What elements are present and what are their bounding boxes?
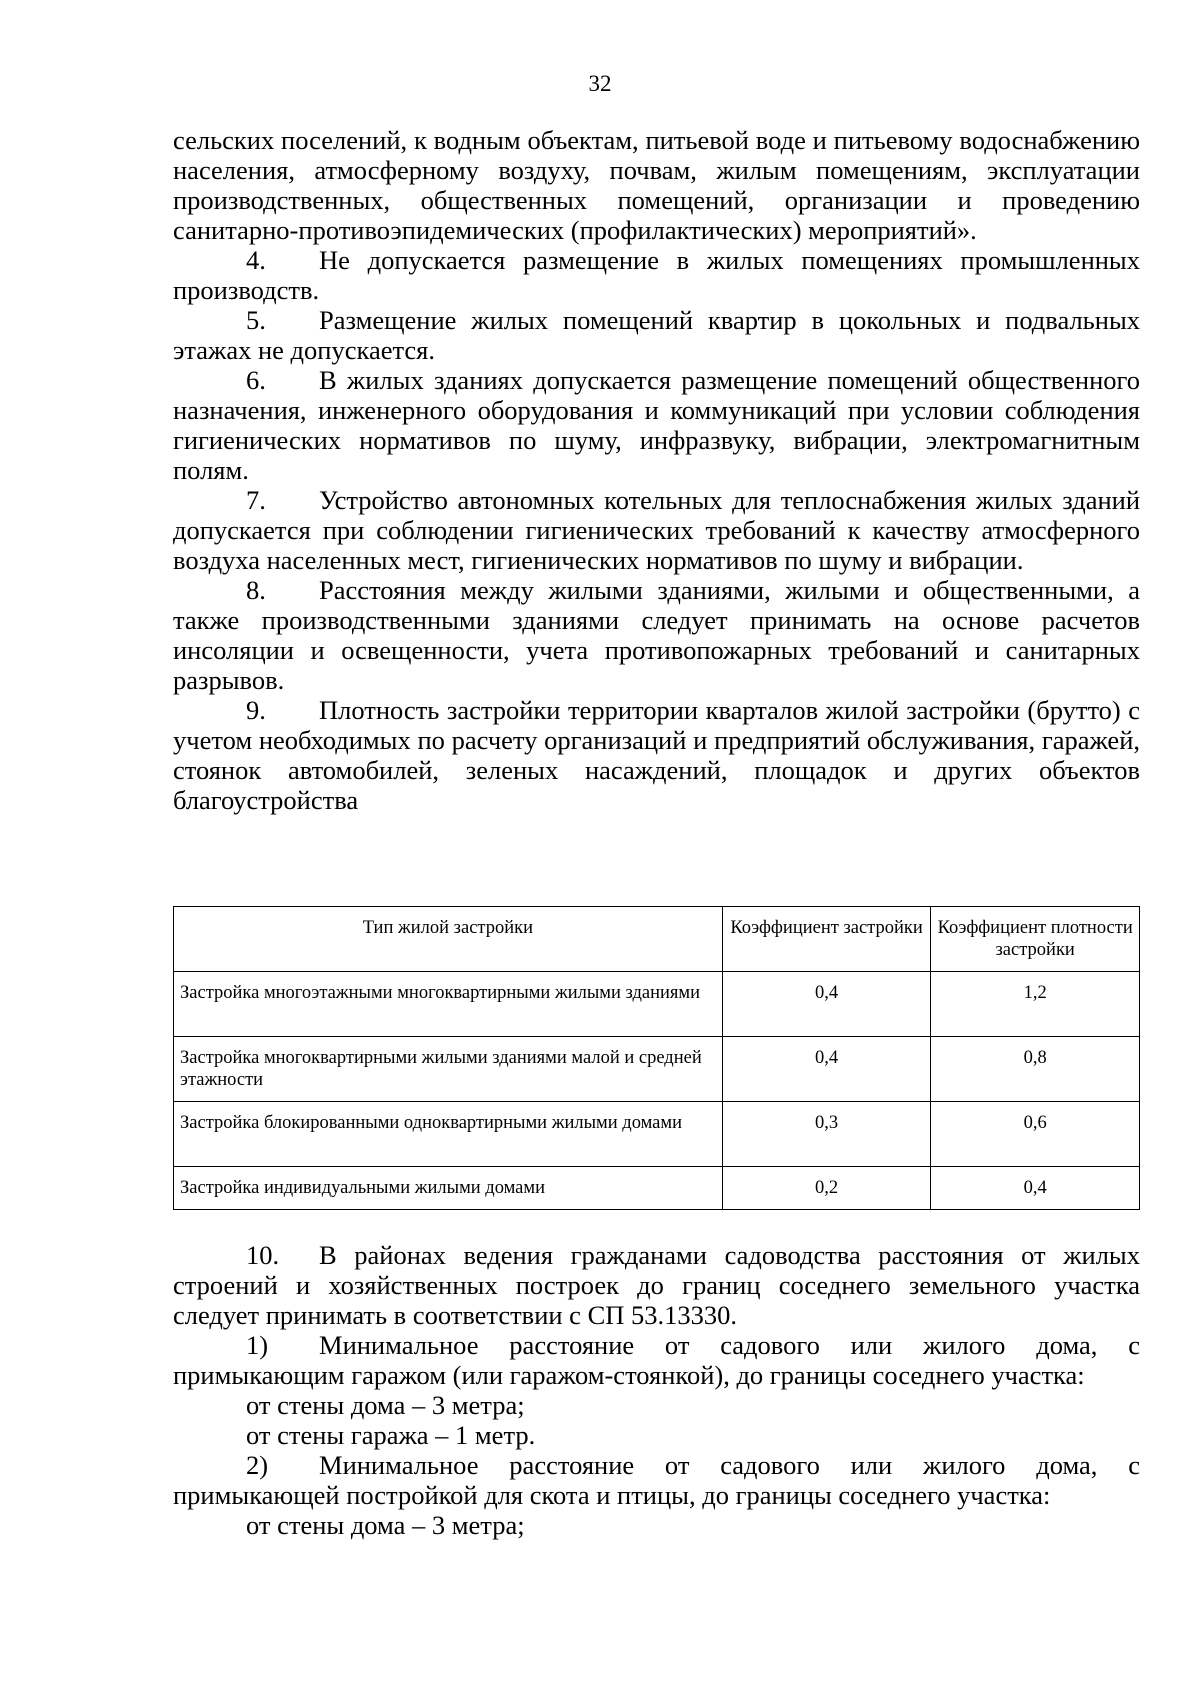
distance-line [173,1420,1140,1450]
paragraph-number: 2) [246,1450,269,1480]
paragraph-8 [173,575,1140,695]
table-cell-type: Застройка индивидуальными жилыми домами [174,1167,723,1210]
paragraph-number: 10. [246,1240,280,1270]
body-text-bottom [173,1240,1140,1540]
paragraph-7 [173,485,1140,575]
paragraph-text: сельских поселений, к водным объектам, питьевой воде и питьевому водоснабжению населения, атмосферному воздуху, почвам, жилым помещениям, эксплуатации производственных, общественных помещений, организации и проведению санитарно-противоэпидемических (профилактических) мероприятий». [173,125,1140,245]
table-cell-type: Застройка многоэтажными многоквартирными жилыми зданиями [174,972,723,1037]
table-row [174,1167,1140,1210]
paragraph-text: Расстояния между жилыми зданиями, жилыми и общественными, а также производственными зданиями следует принимать на основе расчетов инсоляции и освещенности, учета противопожарных требований и санитарных разрывов. [173,575,1140,695]
density-table [173,906,1140,1210]
table-cell-type: Застройка блокированными одноквартирными жилыми домами [174,1102,723,1167]
subparagraph-1 [173,1330,1140,1390]
paragraph-text: Плотность застройки территории кварталов жилой застройки (брутто) с учетом необходимых по расчету организаций и предприятий обслуживания, гаражей, стоянок автомобилей, зеленых насаждений, площадок и других объектов благоустройства [173,695,1140,815]
table-cell-coef: 0,4 [722,1037,931,1102]
distance-line [173,1510,1140,1540]
paragraph-continuation [173,125,1140,245]
table-header-cell: Коэффициент застройки [722,907,931,972]
paragraph-text: Не допускается размещение в жилых помещениях промышленных производств. [173,245,1140,305]
table-header-cell: Тип жилой застройки [174,907,723,972]
paragraph-9 [173,695,1140,815]
paragraph-number: 7. [246,485,266,515]
paragraph-text: В районах ведения гражданами садоводства расстояния от жилых строений и хозяйственных построек до границ соседнего земельного участка следует принимать в соответствии с СП 53.13330. [173,1240,1140,1330]
table-cell-density: 0,4 [931,1167,1140,1210]
paragraph-number: 4. [246,245,266,275]
table-row [174,972,1140,1037]
table-cell-coef: 0,3 [722,1102,931,1167]
paragraph-text: Размещение жилых помещений квартир в цокольных и подвальных этажах не допускается. [173,305,1140,365]
paragraph-text: от стены гаража – 1 метр. [246,1420,536,1450]
body-text-top [173,125,1140,815]
density-table-wrapper [173,906,1140,1210]
paragraph-text: В жилых зданиях допускается размещение помещений общественного назначения, инженерного оборудования и коммуникаций при условии соблюдения гигиенических нормативов по шуму, инфразвуку, вибрации, электромагнитным полям. [173,365,1140,485]
paragraph-4 [173,245,1140,305]
paragraph-text: от стены дома – 3 метра; [246,1390,525,1420]
paragraph-text: Устройство автономных котельных для теплоснабжения жилых зданий допускается при соблюдении гигиенических требований к качеству атмосферного воздуха населенных мест, гигиенических нормативов по шуму и вибрации. [173,485,1140,575]
page-number: 32 [588,71,612,96]
paragraph-number: 5. [246,305,266,335]
table-cell-coef: 0,4 [722,972,931,1037]
table-row [174,1037,1140,1102]
table-cell-density: 1,2 [931,972,1140,1037]
table-cell-density: 0,6 [931,1102,1140,1167]
paragraph-text: от стены дома – 3 метра; [246,1510,525,1540]
table-cell-density: 0,8 [931,1037,1140,1102]
paragraph-10 [173,1240,1140,1330]
table-cell-type: Застройка многоквартирными жилыми зданиями малой и средней этажности [174,1037,723,1102]
paragraph-5 [173,305,1140,365]
table-cell-coef: 0,2 [722,1167,931,1210]
table-header-cell: Коэффициент плотности застройки [931,907,1140,972]
paragraph-text: Минимальное расстояние от садового или жилого дома, с примыкающей постройкой для скота и птицы, до границы соседнего участка: [173,1450,1140,1510]
subparagraph-2 [173,1450,1140,1510]
distance-line [173,1390,1140,1420]
paragraph-text: Минимальное расстояние от садового или жилого дома, с примыкающим гаражом (или гаражом-стоянкой), до границы соседнего участка: [173,1330,1140,1390]
paragraph-number: 8. [246,575,266,605]
table-row [174,1102,1140,1167]
table-header-row [174,907,1140,972]
paragraph-6 [173,365,1140,485]
paragraph-number: 6. [246,365,266,395]
paragraph-number: 9. [246,695,266,725]
paragraph-number: 1) [246,1330,269,1360]
